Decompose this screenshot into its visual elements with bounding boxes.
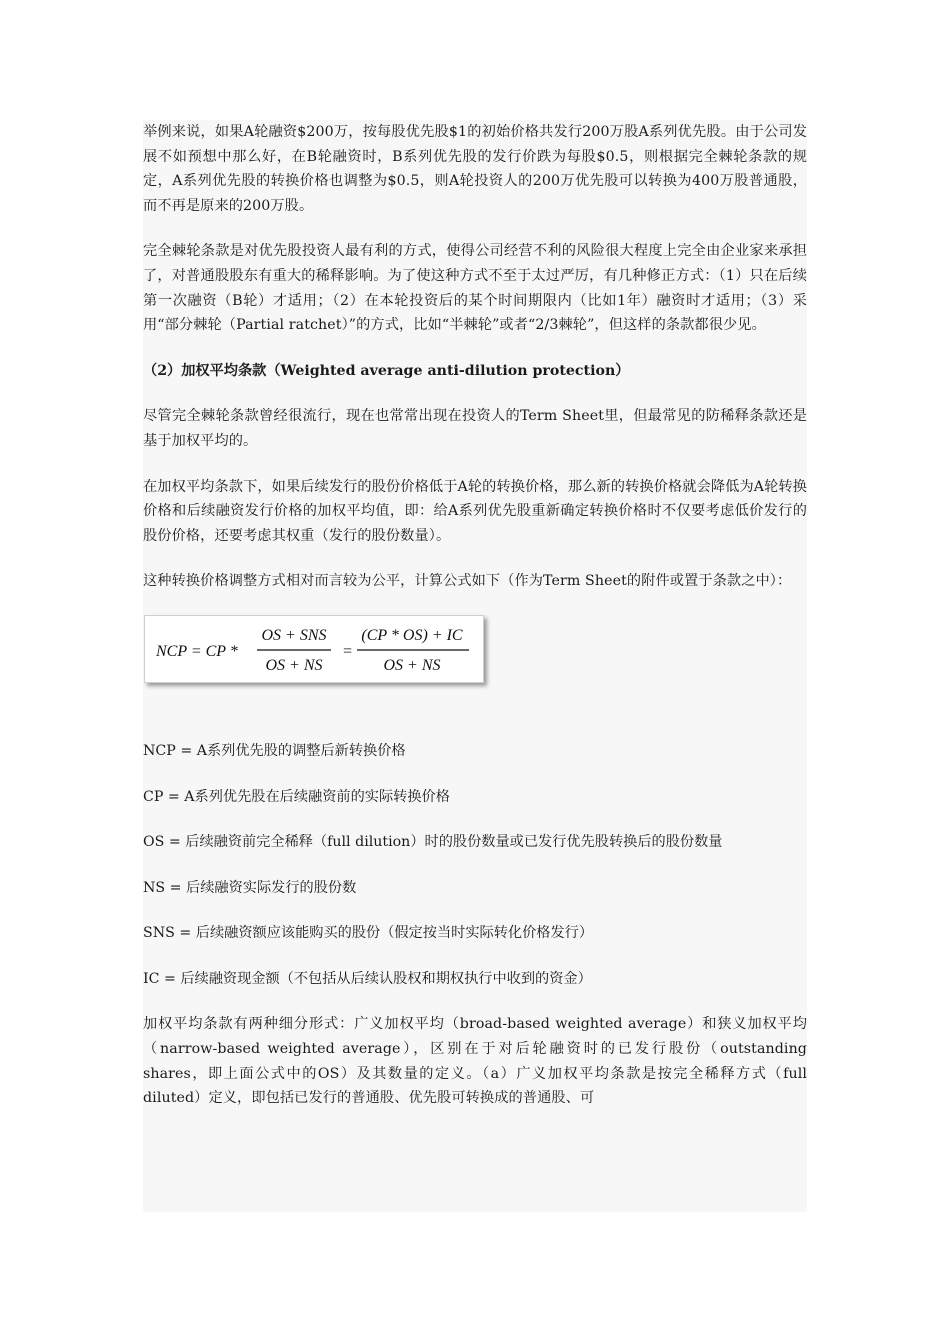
- paragraph-example: 举例来说，如果A轮融资$200万，按每股优先股$1的初始价格共发行200万股A系列优先股。由于公司发展不如预想中那么好，在B轮融资时，B系列优先股的发行价跌为每股$0.5，则根据完全棘轮条款的规定，A系列优先股的转换价格也调整为$0.5，则A轮投资人的200万优先股可以转换为400万股普通股，而不再是原来的200万股。: [143, 124, 807, 214]
- formula-equals: =: [342, 642, 353, 660]
- definition-sns: SNS = 后续融资额应该能购买的股份（假定按当时实际转化价格发行）: [143, 925, 594, 942]
- formula-frac1-num: OS + SNS: [261, 626, 327, 644]
- definition-ns: NS = 后续融资实际发行的股份数: [143, 879, 357, 896]
- definition-os: OS = 后续融资前完全稀释（full dilution）时的股份数量或已发行优先股转换后的股份数量: [143, 834, 723, 851]
- paragraph-full-ratchet: 完全棘轮条款是对优先股投资人最有利的方式，使得公司经营不利的风险很大程度上完全由企业家来承担了，对普通股股东有重大的稀释影响。为了使这种方式不至于太过严厉，有几种修正方式：（1）只在后续第一次融资（B轮）才适用；（2）在本轮投资后的某个时间期限内（比如1年）融资时才适用；（3）采用“部分棘轮（Partial ratchet）”的方式，比如“半棘轮”或者“2/3棘轮”，但这样的条款都很少见。: [143, 243, 807, 334]
- formula-lhs: NCP = CP *: [156, 642, 238, 660]
- paragraph-weighted-detail: 在加权平均条款下，如果后续发行的股份价格低于A轮的转换价格，那么新的转换价格就会降低为A轮转换价格和后续融资发行价格的加权平均值，即：给A系列优先股重新确定转换价格时不仅要考虑低价发行的股份价格，还要考虑其权重（发行的股份数量）。: [143, 478, 807, 544]
- formula-frac2-num: (CP * OS) + IC: [361, 626, 463, 644]
- paragraph-broad-narrow: 加权平均条款有两种细分形式：广义加权平均（broad-based weighted average）和狭义加权平均（narrow-based weighted average），区别在于对后轮融资时的已发行股份（outstanding shares，即上面公式中的OS）及其数量的定义。（a）广义加权平均条款是按完全稀释方式（full diluted）定义，即包括已发行的普通股、优先股可转换成的普通股、可: [143, 1016, 807, 1107]
- paragraph-formula-intro: 这种转换价格调整方式相对而言较为公平，计算公式如下（作为Term Sheet的附件或置于条款之中）：: [143, 573, 792, 590]
- definitions-list: [143, 739, 807, 992]
- definition-ncp: NCP = A系列优先股的调整后新转换价格: [143, 742, 406, 759]
- paragraph-weighted-intro: 尽管完全棘轮条款曾经很流行，现在也常常出现在投资人的Term Sheet里，但最常见的防稀释条款还是基于加权平均的。: [143, 408, 807, 449]
- document-body: [143, 120, 807, 1212]
- section-heading: （2）加权平均条款（Weighted average anti-dilution protection）: [143, 362, 630, 379]
- definition-ic: IC = 后续融资现金额（不包括从后续认股权和期权执行中收到的资金）: [143, 970, 592, 987]
- formula-frac2-den: OS + NS: [383, 656, 441, 674]
- formula-image: [144, 615, 484, 683]
- formula-frac1-den: OS + NS: [265, 656, 323, 674]
- definition-cp: CP = A系列优先股在后续融资前的实际转换价格: [143, 788, 450, 805]
- formula-svg: [145, 616, 483, 682]
